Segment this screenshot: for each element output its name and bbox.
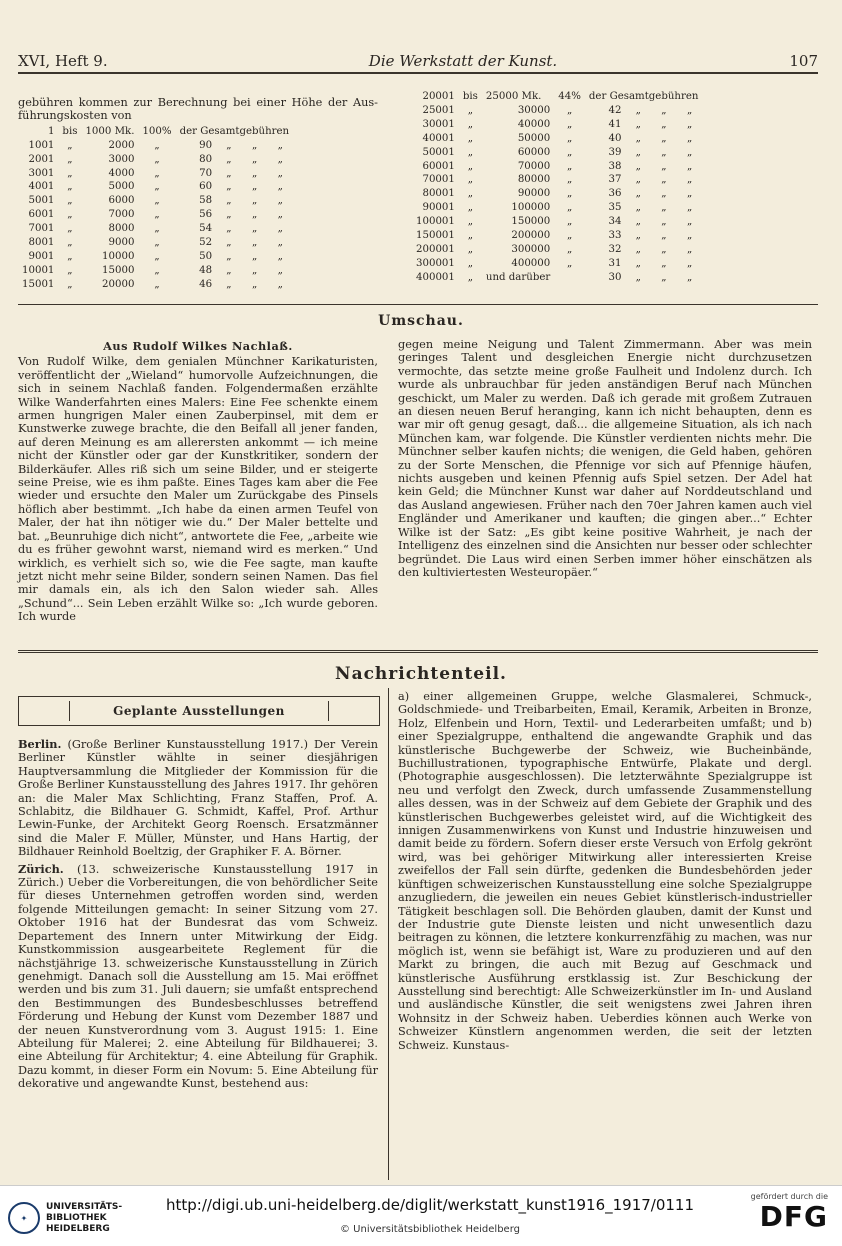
fee-table xyxy=(412,90,702,285)
fee-table-right xyxy=(412,90,812,285)
column-separator xyxy=(388,688,389,1180)
fee-table-left xyxy=(18,96,378,292)
city-heading: Zürich. xyxy=(18,861,64,876)
library-logo[interactable] xyxy=(8,1198,158,1238)
viewer-footer xyxy=(0,1185,842,1246)
section-box-heading xyxy=(18,696,380,726)
dfg-mark: DFG xyxy=(759,1200,828,1233)
nachrichten-title: Nachrichtenteil. xyxy=(335,664,507,684)
fee-row: 100001 „ 150000 „ 34 „ „ „ xyxy=(416,216,693,228)
news-text: a) einer allgemeinen Gruppe, welche Glasmalerei, Schmuck-, Goldschmiede- und Treibarbeiten, Email, Keramik, Arbeiten in Bronze, Holz, Elfenbein und Horn, Textil- und Lederarbeiten umfaßt; und b) einer Spezialgruppe, enthaltend die angewandte Graphik und das künstlerische Buchgewerbe der Schweiz, wie Bucheinbände, Buchillustrationen, typographische Entwürfe, Plakate und dergl. (Photographie ausgeschlossen). Die letzterwähnte Spezialgruppe ist neu und verfolgt den Zweck, durch umfassende Zusammenstellung alles dessen, was in der Schweiz auf dem Gebiete der Graphik und des künstlerischen Buchgewerbes geleistet wird, auf die Wichtigkeit des innigen Zusammenwirkens von Kunst und Industrie hinzuweisen und damit beide zu fördern. Sofern dieser erste Versuch von Erfolg gekrönt wird, was bei gehöriger Mitwirkung aller interessierten Kreise zweifellos der Fall sein dürfte, gedenken die Bundesbehörden jeder künftigen schweizerischen Kunstausstellung eine solche Spezialgruppe anzugliedern, die jeweilen ein neues Gebiet künstlerisch-industrieller Tätigkeit beschlagen soll. Die Behörden glauben, damit der Kunst und der Industrie gute Dienste leisten und nicht unwesentlich dazu beitragen zu können, die letztere konkurrenzfähig zu machen, was nur möglich ist, wenn sie befähigt ist, Ware zu produzieren und auf den Markt zu bringen, die auch mit Bezug auf Geschmack und künstlerische Ausführung erstklassig ist. Zur Beschickung der Ausstellung sind berechtigt: Alle Schweizerkünstler im In- und Ausland und ausländische Künstler, die seit wenigstens zwei Jahren ihren Wohnsitz in der Schweiz haben. Ueberdies können auch Werke von Schweizer Künstlern angenommen werden, die seit der letzten Schweiz. Kunstaus- xyxy=(398,690,812,1052)
journal-title: Die Werkstatt der Kunst. xyxy=(368,52,558,70)
fee-row: 4001 „ 5000 „ 60 „ „ „ xyxy=(28,181,283,193)
fee-row: 25001 „ 30000 „ 42 „ „ „ xyxy=(422,104,693,116)
fee-row: 90001 „ 100000 „ 35 „ „ „ xyxy=(422,202,693,214)
fee-row: 200001 „ 300000 „ 32 „ „ „ xyxy=(416,243,693,255)
news-text: (Große Berliner Kunstausstellung 1917.) Der Verein Berliner Künstler wählte in seiner diesjährigen Hauptversammlung die Mitglieder der Kommission für die Große Berliner Kunstausstellung des Jahres 1917. Ihr gehören an: die Maler Max Schlichting, Franz Staffen, Prof. A. Schlabitz, die Bildhauer G. Schmidt, Kaffel, Prof. Arthur Lewin-Funke, der Architekt Georg Roensch. Ersatzmänner sind die Maler F. Müller, Münster, und Hans Hartig, der Bildhauer Reinhold Boeltzig, der Graphiker F. A. Börner. xyxy=(18,738,378,859)
fee-row: 150001 „ 200000 „ 33 „ „ „ xyxy=(416,230,693,242)
permalink[interactable]: http://digi.ub.uni-heidelberg.de/diglit/werkstatt_kunst1916_1917/0111 xyxy=(165,1196,695,1214)
umschau-right-column xyxy=(398,338,812,579)
divider xyxy=(18,304,818,305)
fee-row: 15001 „ 20000 „ 46 „ „ „ xyxy=(22,278,283,290)
fee-row: 70001 „ 80000 „ 37 „ „ „ xyxy=(422,174,693,186)
nachrichten-left-column xyxy=(18,738,378,1091)
fee-row: 9001 „ 10000 „ 50 „ „ „ xyxy=(28,250,283,262)
nachrichten-right-column xyxy=(398,690,812,1052)
running-header xyxy=(18,40,818,74)
fee-intro: gebühren kommen zur Berechnung bei einer Höhe der Aus-führungskosten von xyxy=(18,96,378,123)
fee-table xyxy=(18,125,293,292)
fee-row: 8001 „ 9000 „ 52 „ „ „ xyxy=(28,237,283,249)
fee-row: 50001 „ 60000 „ 39 „ „ „ xyxy=(422,146,693,158)
berlin-item xyxy=(18,738,378,859)
fee-row: 3001 „ 4000 „ 70 „ „ „ xyxy=(28,167,283,179)
funded-by-label: gefördert durch die xyxy=(750,1192,828,1201)
fee-row: 300001 „ 400000 „ 31 „ „ „ xyxy=(416,257,693,269)
fee-row: 6001 „ 7000 „ 56 „ „ „ xyxy=(28,209,283,221)
fee-row: 1001 „ 2000 „ 90 „ „ „ xyxy=(28,139,283,151)
library-name: UNIVERSITÄTS- BIBLIOTHEK HEIDELBERG xyxy=(46,1201,123,1234)
fee-row: 1 bis 1000 Mk. 100% der Gesamtgebühren xyxy=(47,125,290,137)
fee-row: 60001 „ 70000 „ 38 „ „ „ xyxy=(422,160,693,172)
box-label: Geplante Ausstellungen xyxy=(113,704,285,718)
fee-row: 2001 „ 3000 „ 80 „ „ „ xyxy=(28,153,283,165)
umschau-left-column xyxy=(18,340,378,624)
fee-row: 400001 „ und darüber 30 „ „ „ xyxy=(416,271,693,283)
umschau-title: Umschau. xyxy=(378,313,464,329)
zuerich-item xyxy=(18,863,378,1091)
fee-row: 30001 „ 40000 „ 41 „ „ „ xyxy=(422,118,693,130)
section-divider xyxy=(18,650,818,653)
fee-row: 20001 bis 25000 Mk. 44% der Gesamtgebühren xyxy=(422,91,699,102)
dfg-logo[interactable] xyxy=(718,1192,828,1242)
article-text: gegen meine Neigung und Talent Zimmermann. Aber was mein geringes Talent und desgleichen Energie nicht durchzusetzen vermochte, das setzte meine große Faulheit und Indolenz durch. Ich wurde als unbrauchbar für jeden anständigen Beruf nach München geschickt, um Maler zu werden. Daß ich gerade mit großem Zutrauen an diesen neuen Beruf heranging, kann ich nicht behaupten, denn es war mir oft genug gesagt, daß... die allgemeine Situation, als ich nach München kam, war folgende. Die Künstler verdienten nichts mehr. Die Münchner selber kaufen nichts; die wenigen, die Geld haben, gehören zu der Sorte Menschen, die Pfennige vor sich auf Pfennige häufen, nichts ausgeben und keinen Pfennig aufs Spiel setzen. Der Adel hat kein Geld; die Münchner Kunst war daher auf Norddeutschland und das Ausland angewiesen. Früher nach den 70er Jahren kamen auch viel Engländer und Amerikaner und kauften; die gingen aber...“ Echter Wilke ist der Satz: „Es gibt keine positive Wahrheit, je nach der Intelligenz des einzelnen sind die Ansichten nur besser oder schlechter begründet. Die Laus wird einen Serben immer höher einschätzen als den kultiviertesten Westeuropäer.“ xyxy=(398,338,812,579)
fee-row: 10001 „ 15000 „ 48 „ „ „ xyxy=(22,264,283,276)
page-number: 107 xyxy=(789,52,818,70)
copyright-notice: © Universitätsbibliothek Heidelberg xyxy=(339,1224,520,1235)
news-text: (13. schweizerische Kunstausstellung 1917 in Zürich.) Ueber die Vorbereitungen, die von behördlicher Seite für dieses Unternehmen getroffen worden sind, werden folgende Mitteilungen gemacht: In seiner Sitzung vom 27. Oktober 1916 hat der Bundesrat das vom Schweiz. Departement des Innern unter Mitwirkung der Eidg. Kunstkommission ausgearbeitete Reglement für die nächstjährige 13. schweizerische Kunstausstellung in Zürich genehmigt. Danach soll die Ausstellung am 15. Mai eröffnet werden und bis zum 31. Juli dauern; sie umfaßt entsprechend den Bestimmungen des Bundesbeschlusses betreffend Förderung und Hebung der Kunst vom Dezember 1887 und der neuen Kunstverordnung vom 3. August 1915: 1. Eine Abteilung für Malerei; 2. eine Abteilung für Bildhauerei; 3. eine Abteilung für Architektur; 4. eine Abteilung für Graphik. Dazu kommt, in dieser Form ein Novum: 5. Eine Abteilung für dekorative und angewandte Kunst, bestehend aus: xyxy=(18,862,378,1091)
article-title: Aus Rudolf Wilkes Nachlaß. xyxy=(103,339,293,353)
seal-icon: ✦ xyxy=(8,1202,40,1234)
fee-row: 7001 „ 8000 „ 54 „ „ „ xyxy=(28,223,283,235)
fee-row: 40001 „ 50000 „ 40 „ „ „ xyxy=(422,132,693,144)
article-text: Von Rudolf Wilke, dem genialen Münchner Karikaturisten, veröffentlicht der „Wieland“ humorvolle Aufzeichnungen, die sich in seinem Nachlaß fanden. Folgendermaßen erzählte Wilke Wanderfahrten eines Malers: Eine Fee schenkte einem armen hungrigen Maler einen Zauberpinsel, mit dem er Kunstwerke zuwege brachte, die den Beifall all jener fanden, auf deren Meinung es am allerersten ankommt — ich meine nicht der Künstler oder gar der Kunstkritiker, sondern der Bilderkäufer. Alles riß sich um seine Bilder, und er steigerte seine Preise, wie es ihm paßte. Eines Tages kam aber die Fee wieder und ersuchte den Maler um Zurückgabe des Pinsels höflich aber bestimmt. „Ich habe da einen armen Teufel von Maler, der hat ihn nötiger wie du.“ Der Maler bettelte und bat. „Beunruhige dich nicht“, antwortete die Fee, „arbeite wie du es früher gewohnt warst, niemand wird es merken.“ Und wirklich, es verhielt sich so, wie die Fee sagte, man kaufte jetzt nicht mehr seine Bilder, sondern seinen Namen. Das fiel mir damals ein, als ich den Salon wieder sah. Alles „Schund“... Sein Leben erzählt Wilke so: „Ich wurde geboren. Ich wurde xyxy=(18,355,378,624)
city-heading: Berlin. xyxy=(18,737,62,751)
fee-row: 5001 „ 6000 „ 58 „ „ „ xyxy=(28,195,283,207)
volume-issue: XVI, Heft 9. xyxy=(18,52,108,70)
fee-row: 80001 „ 90000 „ 36 „ „ „ xyxy=(422,188,693,200)
